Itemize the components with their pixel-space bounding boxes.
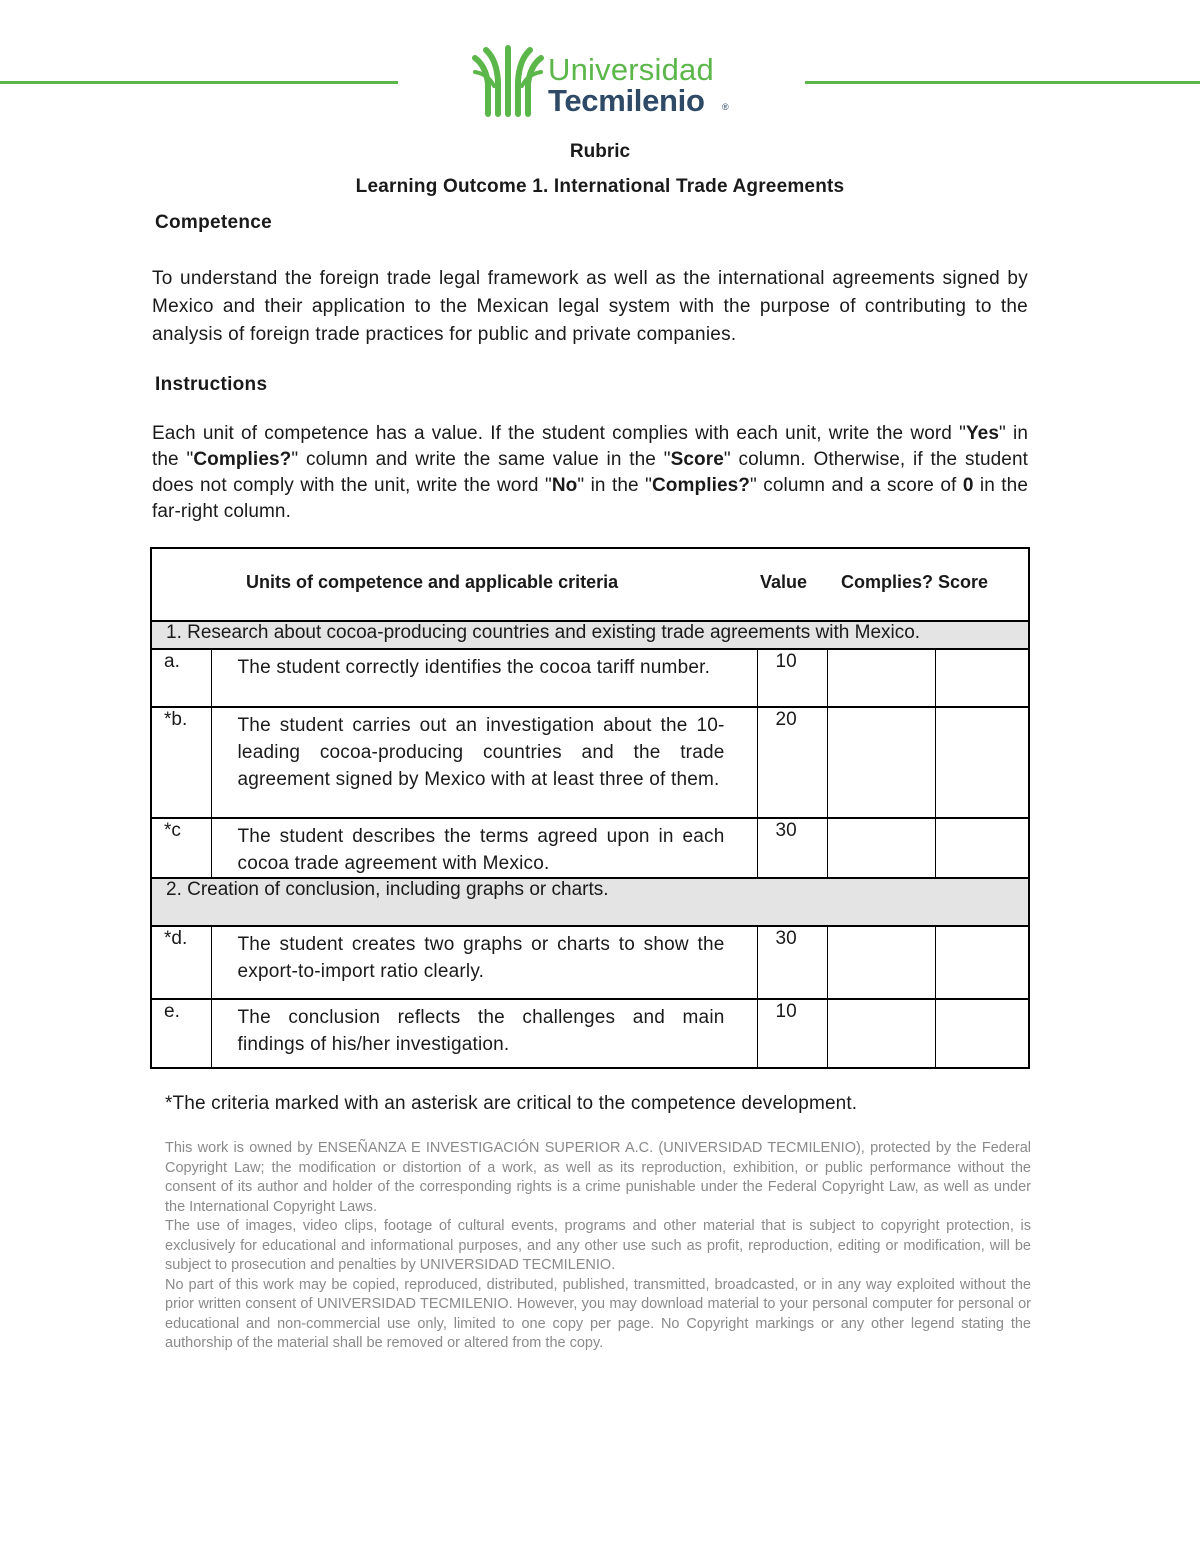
page-title: Rubric	[569, 141, 631, 162]
asterisk-note: *The criteria marked with an asterisk are critical to the competence development.	[165, 1093, 858, 1114]
header-divider-right	[805, 81, 1200, 84]
criterion-value: 10	[757, 649, 827, 707]
complies-cell[interactable]	[827, 818, 935, 878]
keyword-no: No	[551, 475, 578, 496]
criterion-text: The student carries out an investigation about the 10-leading cocoa-producing countries and the trade agreement signed by Mexico with at least three of them.	[211, 707, 757, 818]
competence-text: To understand the foreign trade legal framework as well as the international agreements signed by Mexico and their application to the Mexican legal system with the purpose of contributing to the analysis of foreign trade practices for public and private companies.	[152, 268, 1028, 345]
keyword-zero: 0	[962, 475, 974, 496]
score-cell[interactable]	[935, 999, 1029, 1068]
keyword-complies: Complies?	[193, 449, 292, 470]
criterion-letter: *d.	[151, 926, 211, 999]
score-cell[interactable]	[935, 707, 1029, 818]
table-row	[151, 707, 1029, 818]
section-row	[151, 878, 1029, 926]
score-cell[interactable]	[935, 818, 1029, 878]
table-row	[151, 999, 1029, 1068]
legal-paragraph: No part of this work may be copied, reproduced, distributed, published, transmitted, broadcasted, or in any way exploited without the prior written consent of UNIVERSIDAD TECMILENIO. However, you may download material to your personal computer for personal or educational and non-commercial use only, limited to one copy per page. No Copyright markings or any other legend stating the authorship of the material shall be removed or altered from the copy.	[165, 1276, 1031, 1351]
logo-wordmark-bottom: Tecmilenio	[548, 83, 705, 118]
criterion-text: The student describes the terms agreed upon in each cocoa trade agreement with Mexico.	[211, 818, 757, 878]
complies-cell[interactable]	[827, 707, 935, 818]
keyword-complies: Complies?	[651, 475, 750, 496]
registered-mark: ®	[722, 102, 729, 112]
copyright-notice	[165, 1139, 1031, 1354]
logo-wordmark-top: Universidad	[548, 52, 714, 87]
criterion-value: 20	[757, 707, 827, 818]
complies-cell[interactable]	[827, 649, 935, 707]
score-cell[interactable]	[935, 926, 1029, 999]
criterion-value: 30	[757, 926, 827, 999]
table-spacer-row	[151, 595, 1029, 621]
header-value: Value	[757, 548, 827, 595]
section-row	[151, 621, 1029, 649]
header-divider-left	[0, 81, 398, 84]
table-row	[151, 649, 1029, 707]
leaf-logo-icon	[472, 44, 548, 120]
instructions-heading: Instructions	[155, 374, 268, 395]
table-row	[151, 818, 1029, 878]
competence-heading: Competence	[155, 212, 273, 233]
criterion-letter: *c	[151, 818, 211, 878]
header-units: Units of competence and applicable criteria	[151, 548, 757, 595]
page-subtitle: Learning Outcome 1. International Trade Agreements	[355, 176, 845, 197]
table-row	[151, 926, 1029, 999]
university-logo	[472, 44, 732, 120]
instructions-text: Each unit of competence has a value. If the student complies with each unit, write the word "Yes" in the "Complies?" column and write the same value in the "Score" column. Otherwise, if the student does not comply with the unit, write the word "No" in the "Complies?" column and a score of 0 in the far-right column.	[152, 423, 1028, 522]
criterion-letter: e.	[151, 999, 211, 1068]
criterion-value: 30	[757, 818, 827, 878]
criterion-letter: a.	[151, 649, 211, 707]
complies-cell[interactable]	[827, 926, 935, 999]
table-header-row	[151, 548, 1029, 595]
criterion-value: 10	[757, 999, 827, 1068]
complies-cell[interactable]	[827, 999, 935, 1068]
score-cell[interactable]	[935, 649, 1029, 707]
criterion-text: The student correctly identifies the cocoa tariff number.	[211, 649, 757, 707]
legal-paragraph: This work is owned by ENSEÑANZA E INVESTIGACIÓN SUPERIOR A.C. (UNIVERSIDAD TECMILENIO), protected by the Federal Copyright Law; the modification or distortion of a work, as well as its reproduction, exhibition, or public performance without the consent of its author and holder of the corresponding rights is a crime punishable under the Federal Copyright Law, as well as under the International Copyright Laws.	[165, 1140, 1031, 1215]
legal-paragraph: The use of images, video clips, footage of cultural events, programs and other material that is subject to copyright protection, is exclusively for educational and informational purposes, and any other use such as profit, reproduction, editing or modification, will be subject to prosecution and penalties by UNIVERSIDAD TECMILENIO.	[165, 1218, 1031, 1273]
keyword-score: Score	[670, 449, 724, 470]
rubric-table	[150, 547, 1030, 1069]
criterion-letter: *b.	[151, 707, 211, 818]
header-complies-score: Complies? Score	[827, 548, 1029, 595]
criterion-text: The student creates two graphs or charts to show the export-to-import ratio clearly.	[211, 926, 757, 999]
section-title: 1. Research about cocoa-producing countries and existing trade agreements with Mexico.	[151, 621, 1029, 649]
criterion-text: The conclusion reflects the challenges and main findings of his/her investigation.	[211, 999, 757, 1068]
keyword-yes: Yes	[965, 423, 1000, 444]
section-title: 2. Creation of conclusion, including graphs or charts.	[151, 878, 1029, 926]
